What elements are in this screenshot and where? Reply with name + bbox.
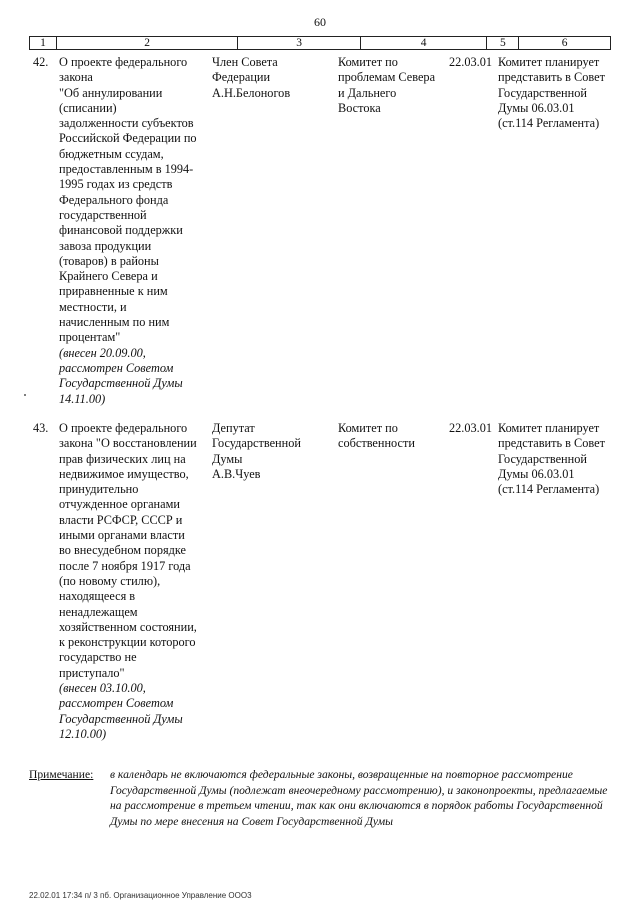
page-number: 60 (314, 15, 326, 29)
entry-number: 43. (33, 421, 49, 435)
committee-plan: Комитет планирует представить в Совет Государственной Думы 06.03.01 (ст.114 Регламента) (498, 55, 605, 131)
bill-title: О проекте федерального закона "Об аннулировании (списании) задолженности субъектов Российской Федерации по бюджетным ссудам, предоставленным в 1994- 1995 годах из средств Федерального фонда государственной финансовой поддержки завоза продукции (товаров) в районы Крайнего Севера и приравненные к ним местности, и начисленным по ним процентам" (внесен 20.09.00, рассмотрен Советом Государственной Думы 14.11.00) (59, 55, 241, 407)
column-header-4: 4 (361, 37, 488, 49)
column-header-2: 2 (57, 37, 238, 49)
column-header-6: 6 (561, 37, 568, 49)
scan-speck (24, 394, 26, 396)
bill-status: (внесен 20.09.00, (59, 345, 146, 360)
footnote-text: в календарь не включаются федеральные законы, возвращенные на повторное рассмотрение Государственной Думы (подлежат внеочередному рассмотрению), и законопроекты, предлагаемые на рассмотрение в третьем чтении, так как они включаются в порядок работы Государственной Думы по мере внесения на Совет Государственной Думы (110, 768, 608, 828)
entry-number: 42. (33, 55, 49, 69)
footnote-label: Примечание: (29, 768, 94, 781)
fax-footer: 22.02.01 17:34 п/ 3 пб. Организационное Управление ООО3 (29, 891, 252, 900)
responsible-committee: Комитет по проблемам Севера и Дальнего Востока (338, 55, 436, 115)
committee-plan: Комитет планирует представить в Совет Государственной Думы 06.03.01 (ст.114 Регламента) (498, 421, 605, 497)
column-header-1: 1 (30, 37, 57, 49)
consideration-date: 22.03.01 (449, 55, 493, 69)
responsible-committee: Комитет по собственности (338, 421, 415, 451)
bill-title: О проекте федерального закона "О восстановлении прав физических лиц на недвижимое имущество, принудительно отчужденное органами власти РСФСР, СССР и иными органами власти во внесудебном порядке после 7 ноября 1917 года (по новому стилю), находящееся в ненадлежащем хозяйственном состоянии, к реконструкции которого государство не приступало" (внесен 03.10.00, рассмотрен Советом Государственной Думы 12.10.00) (59, 421, 241, 742)
bill-status: (внесен 03.10.00, (59, 681, 146, 696)
column-header-5: 5 (487, 37, 519, 49)
bill-author: Член Совета Федерации А.Н.Белоногов (212, 55, 291, 100)
column-header-row (29, 36, 611, 50)
consideration-date: 22.03.01 (449, 421, 493, 435)
column-header-3: 3 (238, 37, 361, 49)
bill-author: Депутат Государственной Думы А.В.Чуев (212, 421, 301, 481)
